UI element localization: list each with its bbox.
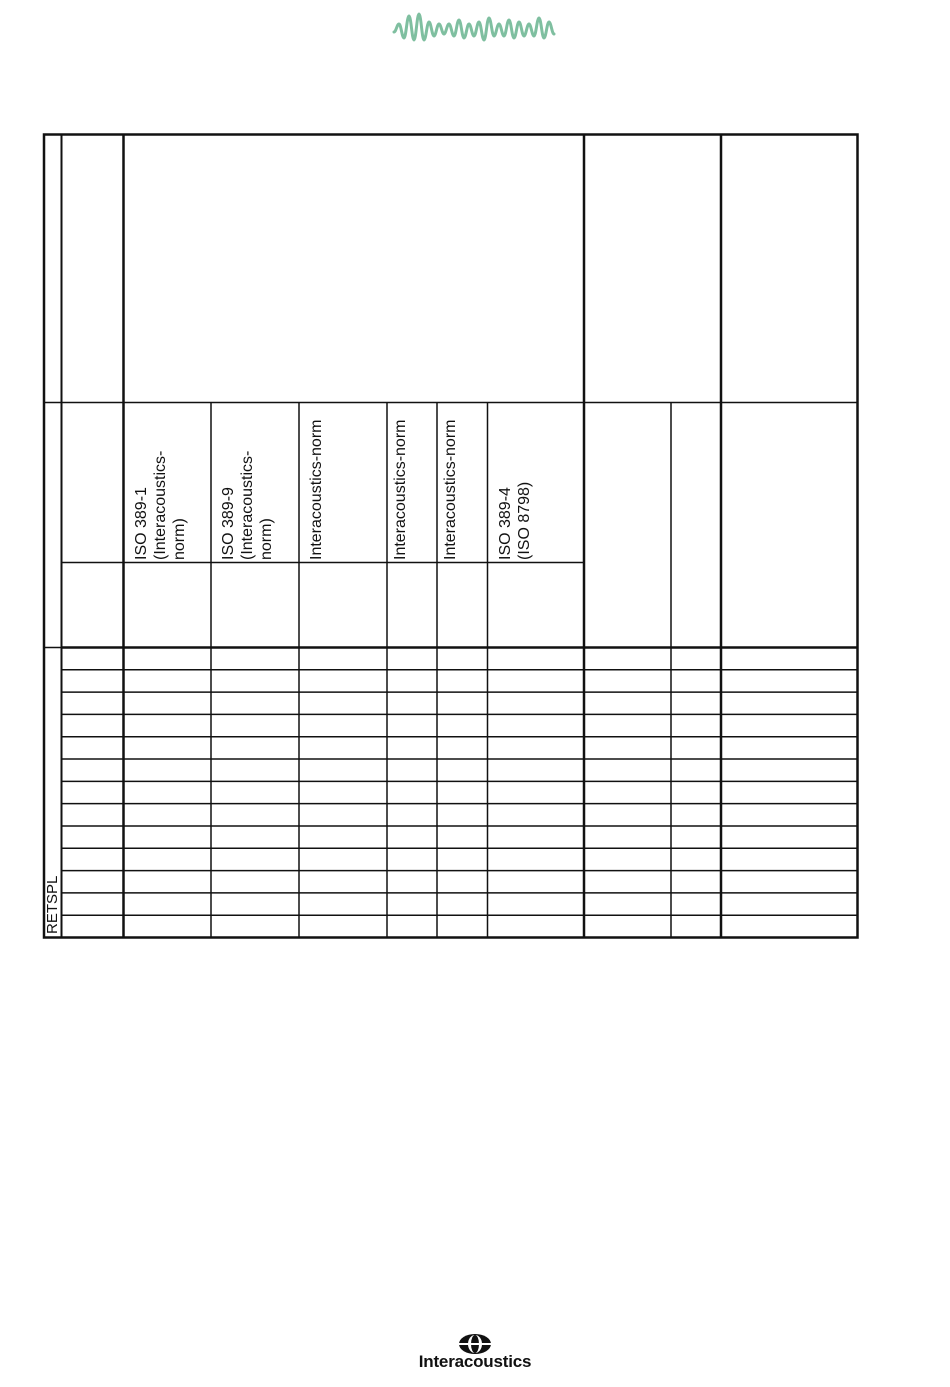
retspl-label: RETSPL (44, 875, 61, 934)
standard-label-interacoustics-norm-2: Interacoustics-norm (392, 419, 409, 560)
standard-label-iso-389-4: ISO 389-4 (ISO 8798) (497, 481, 533, 560)
standard-label-interacoustics-norm-3: Interacoustics-norm (442, 419, 459, 560)
table-row-lines (61, 670, 857, 915)
footer-brand-name: Interacoustics (418, 1352, 532, 1371)
standard-label-iso-389-9: ISO 389-9 (Interacoustics- norm) (220, 450, 275, 560)
standard-label-interacoustics-norm-1: Interacoustics-norm (308, 419, 325, 560)
standard-label-iso-389-1: ISO 389-1 (Interacoustics- norm) (133, 450, 188, 560)
